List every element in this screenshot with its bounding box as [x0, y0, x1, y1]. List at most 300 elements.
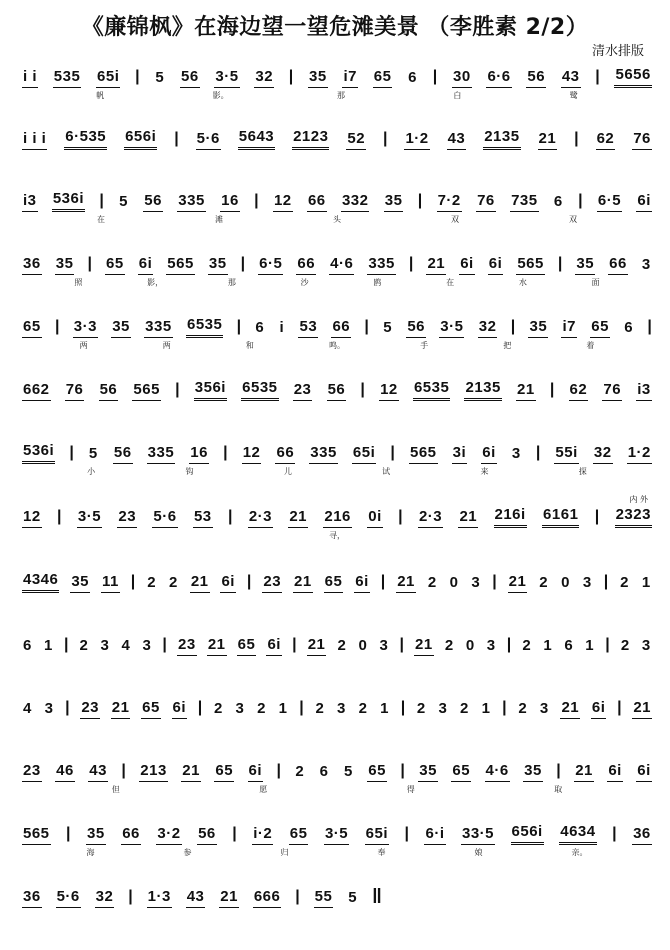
note-group: 55	[314, 888, 334, 908]
note-group: 4·6	[485, 762, 510, 782]
note-group: 5	[88, 445, 98, 462]
note-group: 2·3	[248, 508, 273, 528]
barline: |	[647, 318, 652, 335]
note-group: 5·6	[152, 508, 177, 528]
note-group: 3	[142, 637, 152, 654]
lyric-syllable: 奉	[377, 848, 386, 857]
note-line	[22, 697, 652, 719]
note-group: 6535	[241, 379, 278, 401]
lyric-syllable: 影，	[147, 278, 164, 287]
note-group: 3·5	[77, 508, 102, 528]
note-group: 3i	[452, 444, 468, 464]
barline: |	[162, 636, 167, 653]
note-group: 6	[319, 763, 329, 780]
note-group: 565	[132, 381, 161, 401]
lyric-syllable: 沙	[300, 278, 309, 287]
lyric-line	[22, 90, 652, 101]
note-group: 36	[22, 255, 42, 275]
barline: |	[99, 192, 104, 209]
note-group: 65	[451, 762, 471, 782]
note-group: 656i	[124, 128, 157, 150]
note-group: 76	[602, 381, 622, 401]
note-group: 66	[121, 825, 141, 845]
note-group: 43	[88, 762, 108, 782]
note-group: 56	[406, 318, 426, 338]
lyric-syllable: 双	[451, 215, 459, 224]
notation-system	[22, 819, 652, 867]
note-group: 6·535	[64, 128, 107, 150]
note-group: 35	[575, 255, 595, 275]
barline: |	[299, 699, 304, 716]
note-group: 76	[632, 130, 652, 150]
note-group: 2135	[464, 379, 501, 401]
barline: |	[227, 508, 233, 525]
lyric-syllable: 小	[87, 467, 96, 476]
note-group: 2	[79, 637, 89, 654]
note-group: 23	[22, 762, 42, 782]
note-group: 21	[288, 508, 308, 528]
note-group: 32	[478, 318, 498, 338]
page-title: 《廉锦枫》在海边望一望危滩美景 （李胜素 2/2）	[81, 15, 589, 40]
note-group: 0i	[367, 508, 383, 528]
note-group: 76	[65, 381, 85, 401]
note-group: 65i	[96, 68, 120, 88]
note-group: 35	[523, 762, 543, 782]
note-group: 6i	[266, 636, 282, 656]
note-group: 3	[379, 637, 389, 654]
note-group: 6161	[542, 506, 579, 528]
note-group: 5·6	[196, 130, 221, 150]
barline: |	[404, 825, 409, 842]
note-group: 2	[416, 700, 426, 717]
note-group: 1	[43, 637, 53, 654]
barline: |	[174, 130, 179, 147]
barline: |	[121, 762, 126, 779]
note-group: 3	[486, 637, 496, 654]
note-line	[22, 66, 652, 88]
note-group: 4634	[559, 823, 596, 845]
note-group: 56	[113, 444, 133, 464]
notation-system	[22, 756, 652, 804]
note-group: i7	[342, 68, 358, 88]
notation-system	[22, 693, 652, 741]
note-group: 6	[408, 69, 418, 86]
barline: |	[254, 192, 259, 209]
note-group: 65	[141, 699, 161, 719]
note-group: 46	[55, 762, 75, 782]
barline: |	[66, 825, 71, 842]
note-group: 35	[86, 825, 106, 845]
lyric-line	[22, 466, 652, 477]
lyric-syllable: 鹭	[569, 91, 578, 100]
note-group: 3	[511, 445, 521, 462]
lyric-line	[22, 847, 652, 858]
lyric-syllable: 娘	[474, 848, 483, 857]
notation-system	[22, 249, 652, 297]
barline: |	[574, 130, 579, 147]
note-group: 536i	[52, 190, 85, 212]
note-line	[22, 190, 652, 212]
note-group: 4346	[22, 571, 59, 593]
note-group: 5	[348, 889, 358, 906]
barline: |	[383, 130, 388, 147]
lyric-syllable: 探	[578, 467, 587, 476]
note-group: 65	[237, 636, 257, 656]
note-group: 21	[190, 573, 210, 593]
note-group: 6·i	[424, 825, 445, 845]
barline: |	[400, 699, 406, 716]
note-group: 5	[383, 319, 393, 336]
note-group: 5656	[614, 66, 651, 88]
note-group: 6i	[636, 192, 652, 212]
note-group: 335	[147, 444, 176, 464]
note-group: 21	[414, 636, 434, 656]
note-group: 35	[528, 318, 548, 338]
note-group: 53	[193, 508, 213, 528]
barline: |	[432, 68, 438, 85]
barline: |	[578, 192, 583, 209]
note-group: 2	[169, 574, 178, 591]
barline: ‖	[371, 886, 382, 908]
barline: |	[292, 636, 297, 653]
barline: |	[492, 573, 497, 590]
lyric-line	[22, 277, 652, 288]
note-group: 0	[358, 637, 368, 654]
note-group: 11	[101, 573, 120, 593]
note-group: 0	[449, 574, 459, 591]
note-group: 6i	[481, 444, 497, 464]
note-group: 6	[564, 637, 574, 654]
note-group: 6i	[636, 762, 652, 782]
note-group: 56	[327, 381, 347, 401]
note-group: 735	[510, 192, 539, 212]
barline: |	[175, 381, 180, 398]
note-group: 5	[119, 193, 128, 210]
note-group: 6i	[488, 255, 504, 275]
note-group: 23	[80, 699, 100, 719]
barline: |	[69, 444, 74, 461]
note-group: 5·6	[56, 888, 81, 908]
lyric-syllable: 归	[280, 848, 289, 857]
note-group: 1	[585, 637, 595, 654]
lyric-line	[22, 784, 652, 795]
note-group: 21	[560, 699, 580, 719]
note-group: 356i	[194, 379, 227, 401]
note-line	[22, 571, 652, 593]
note-group: 35	[308, 68, 328, 88]
note-group: i3	[22, 192, 38, 212]
note-group: 6535	[413, 379, 450, 401]
note-group: 65	[367, 762, 387, 782]
note-group: 66	[307, 192, 327, 212]
note-group: 66	[296, 255, 316, 275]
barline: |	[399, 636, 404, 653]
barline: |	[57, 508, 62, 525]
note-line	[22, 379, 652, 401]
note-group: 3·5	[324, 825, 349, 845]
note-group: 3	[438, 700, 448, 717]
lyric-syllable: 着	[586, 341, 595, 350]
note-group: 2	[315, 700, 325, 717]
notation-system	[22, 495, 652, 550]
note-group: 5643	[238, 128, 275, 150]
note-group: 23	[177, 636, 197, 656]
note-group: 213	[139, 762, 168, 782]
note-group: 6·6	[486, 68, 511, 88]
performance-mark: 内 外	[629, 495, 648, 504]
note-group: 65	[22, 318, 42, 338]
note-group: 6·5	[258, 255, 283, 275]
note-group: 23	[293, 381, 313, 401]
note-group: 65	[590, 318, 610, 338]
lyric-syllable: 白	[453, 91, 462, 100]
note-group: 2	[358, 700, 368, 717]
note-group: 4	[121, 637, 131, 654]
lyric-syllable: 鸣。	[328, 341, 345, 350]
lyric-syllable: 来	[480, 467, 489, 476]
lyric-syllable: 愿	[259, 785, 268, 794]
lyric-syllable: 手	[420, 341, 429, 350]
note-group: 1	[481, 700, 491, 717]
note-group: 656i	[511, 823, 544, 845]
note-line	[22, 316, 652, 338]
barline: |	[135, 68, 140, 85]
note-group: 1	[278, 700, 288, 717]
note-group: 53	[298, 318, 318, 338]
note-group: 66	[275, 444, 295, 464]
note-group: 65	[214, 762, 234, 782]
note-group: 3	[337, 700, 346, 717]
barline: |	[595, 68, 600, 85]
note-group: 335	[144, 318, 173, 338]
note-group: 21	[632, 699, 652, 719]
note-group: 62	[569, 381, 589, 401]
note-group: 2	[539, 574, 549, 591]
note-group: 21	[574, 762, 594, 782]
note-group: 6	[624, 319, 634, 336]
note-group: 6	[23, 637, 32, 654]
lyric-line	[22, 340, 652, 351]
note-group: 21	[458, 508, 478, 528]
barline: |	[612, 825, 617, 842]
note-group: 65i	[365, 825, 389, 845]
note-group: 2	[295, 763, 305, 780]
lyric-syllable: 双	[569, 215, 577, 224]
note-group: 565	[516, 255, 545, 275]
barline: |	[232, 825, 237, 842]
note-group: 43	[186, 888, 206, 908]
note-group: 565	[22, 825, 51, 845]
notation-system	[22, 375, 652, 423]
note-group: 4·6	[329, 255, 354, 275]
barline: |	[380, 573, 386, 590]
lyric-syllable: 取	[554, 785, 563, 794]
barline: |	[87, 255, 92, 272]
note-group: 4	[23, 700, 32, 717]
note-group: 1	[641, 574, 651, 591]
note-group: 3·5	[439, 318, 464, 338]
lyric-syllable: 鸥	[373, 278, 382, 287]
note-line	[22, 442, 652, 464]
note-line	[22, 760, 652, 782]
note-group: 3	[471, 574, 481, 591]
note-group: 5	[155, 69, 165, 86]
note-group: 21	[219, 888, 239, 908]
note-group: 21	[508, 573, 528, 593]
note-group: 332	[341, 192, 370, 212]
note-group: 35	[418, 762, 438, 782]
note-group: 56	[180, 68, 200, 88]
note-line	[22, 886, 382, 908]
note-group: 65i	[352, 444, 376, 464]
note-line	[22, 128, 652, 150]
barline: |	[54, 318, 60, 335]
note-group: 7·2	[437, 192, 462, 212]
lyric-syllable: 试	[382, 467, 391, 476]
note-group: 2	[444, 637, 454, 654]
note-group: 216i	[494, 506, 527, 528]
note-group: 43	[447, 130, 467, 150]
lyric-syllable: 但	[111, 785, 120, 794]
barline: |	[502, 699, 507, 716]
note-group: 6	[553, 193, 563, 210]
note-group: 6i	[354, 573, 370, 593]
barline: |	[510, 318, 516, 335]
lyric-syllable: 参	[183, 848, 192, 857]
note-group: 1·3	[147, 888, 172, 908]
lyric-syllable: 在	[446, 278, 455, 287]
note-group: 56	[526, 68, 546, 88]
note-group: 76	[476, 192, 496, 212]
note-group: i i i	[22, 130, 47, 150]
note-group: 65	[105, 255, 125, 275]
note-group: 0	[465, 637, 475, 654]
lyric-syllable: 影。	[212, 91, 229, 100]
notation-system	[22, 882, 382, 930]
lyric-syllable: 那	[227, 278, 236, 287]
note-group: 565	[409, 444, 438, 464]
note-group: 12	[379, 381, 399, 401]
note-group: 0	[561, 574, 570, 591]
barline: |	[364, 318, 369, 335]
barline: |	[63, 636, 69, 653]
note-group: 21	[516, 381, 536, 401]
note-group: 666	[253, 888, 282, 908]
note-group: 1·2	[404, 130, 429, 150]
note-group: 6i	[138, 255, 154, 275]
lyric-syllable: 在	[97, 215, 105, 224]
barline: |	[603, 573, 609, 590]
note-group: i3	[636, 381, 652, 401]
note-group: 335	[367, 255, 396, 275]
barline: |	[506, 636, 512, 653]
lyric-syllable: 亲。	[571, 848, 588, 857]
note-group: 21	[207, 636, 227, 656]
note-group: 65	[289, 825, 309, 845]
notation-system	[22, 62, 652, 110]
note-group: 21	[307, 636, 327, 656]
barline: |	[617, 699, 622, 716]
lyric-syllable: 头	[333, 215, 341, 224]
note-group: 335	[309, 444, 338, 464]
note-group: i7	[561, 318, 577, 338]
lyric-syllable: 那	[336, 91, 345, 100]
note-group: 6535	[186, 316, 223, 338]
lyric-syllable: 照	[74, 278, 83, 287]
note-group: 2135	[483, 128, 520, 150]
note-group: 662	[22, 381, 51, 401]
note-line	[22, 253, 652, 275]
note-group: i·2	[252, 825, 273, 845]
barline: |	[240, 255, 246, 272]
note-group: 21	[538, 130, 558, 150]
note-group: 30	[452, 68, 472, 88]
note-group: 6i	[220, 573, 236, 593]
note-group: 21	[181, 762, 201, 782]
lyric-syllable: 水	[518, 278, 527, 287]
note-group: 35	[111, 318, 131, 338]
note-group: 2	[620, 574, 629, 591]
note-group: 56	[143, 192, 163, 212]
note-group: 21	[293, 573, 313, 593]
barline: |	[360, 381, 365, 398]
note-group: 23	[262, 573, 282, 593]
lyric-syllable: 海	[86, 848, 95, 857]
note-group: 65	[373, 68, 393, 88]
note-line	[22, 634, 652, 656]
note-group: 12	[273, 192, 293, 212]
lyric-syllable: 滩	[215, 215, 223, 224]
barline: |	[549, 381, 555, 398]
note-group: 2	[620, 637, 630, 654]
note-group: 21	[396, 573, 416, 593]
note-group: 66	[608, 255, 628, 275]
note-group: 23	[117, 508, 137, 528]
note-group: 62	[596, 130, 616, 150]
barline: |	[390, 444, 395, 461]
barline: |	[128, 888, 133, 905]
note-group: 52	[346, 130, 366, 150]
lyric-syllable: 两	[162, 341, 171, 350]
note-group: 1·2	[627, 444, 652, 464]
note-group: 56	[99, 381, 119, 401]
lyric-syllable: 把	[503, 341, 512, 350]
note-group: 2	[213, 700, 223, 717]
note-group: 6i	[459, 255, 475, 275]
note-group: 35	[55, 255, 75, 275]
lyric-syllable: 钩	[185, 467, 194, 476]
note-group: 3·2	[156, 825, 181, 845]
note-group: 1	[380, 700, 389, 717]
lyric-syllable: 得	[406, 785, 415, 794]
note-group: 5	[343, 763, 353, 780]
barline: |	[295, 888, 300, 905]
barline: |	[197, 699, 203, 716]
note-group: 16	[189, 444, 209, 464]
note-group: 3	[582, 574, 592, 591]
note-group: 6i	[607, 762, 623, 782]
note-group: 21	[426, 255, 446, 275]
note-group: 43	[561, 68, 581, 88]
note-line	[22, 823, 652, 845]
notation-system	[22, 567, 652, 615]
note-group: 3	[641, 637, 651, 654]
barline: |	[535, 444, 541, 461]
lyric-syllable: 两	[79, 341, 88, 350]
note-group: 335	[177, 192, 206, 212]
note-group: 33·5	[461, 825, 495, 845]
note-group: 216	[323, 508, 352, 528]
